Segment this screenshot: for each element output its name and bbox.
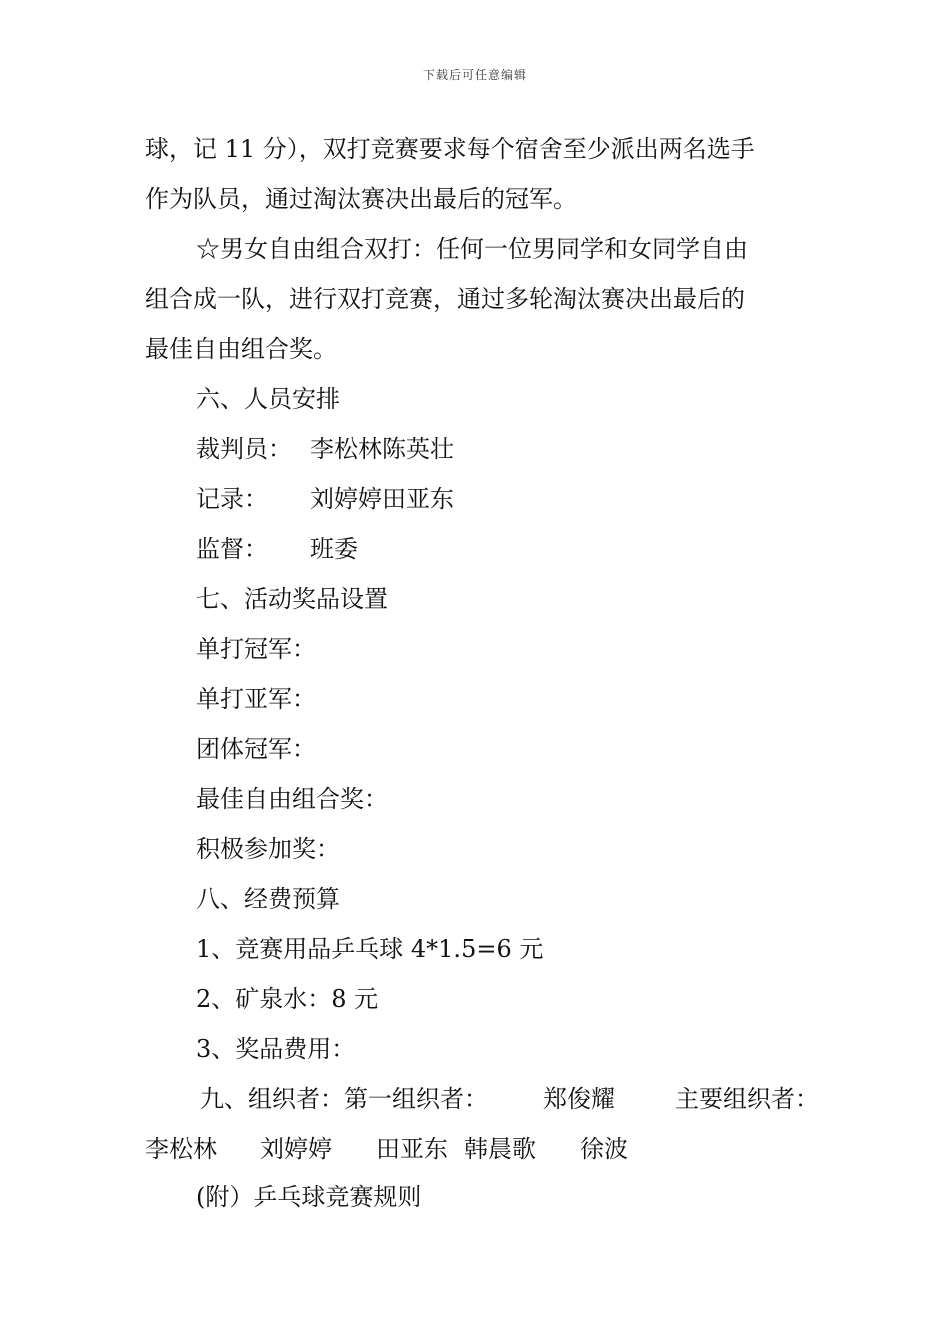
staff-label: 监督：	[196, 535, 268, 563]
organizer-names	[145, 1134, 628, 1164]
prize-item: 团体冠军：	[196, 735, 316, 763]
budget-item: 1、竞赛用品乒乓球 4*1.5=6 元	[196, 935, 544, 963]
budget-item: 2、矿泉水：8 元	[196, 985, 379, 1013]
staff-value: 刘婷婷田亚东	[310, 485, 454, 513]
staff-value: 李松林陈英壮	[310, 435, 454, 463]
staff-row-supervise	[196, 534, 358, 564]
organizer-name: 李松林	[145, 1135, 217, 1163]
main-organizer-label: 主要组织者：	[675, 1085, 819, 1113]
budget-item: 3、奖品费用：	[196, 1035, 356, 1063]
paragraph-line: 球，记 11 分），双打竞赛要求每个宿舍至少派出两名选手	[145, 135, 755, 163]
organizer-name: 韩晨歌	[464, 1135, 536, 1163]
prize-item: 单打冠军：	[196, 635, 316, 663]
organizer-name: 徐波	[580, 1135, 628, 1163]
organizer-line	[200, 1084, 819, 1114]
staff-row-record	[196, 484, 454, 514]
section-heading: 八、经费预算	[196, 885, 340, 913]
paragraph-line: 作为队员，通过淘汰赛决出最后的冠军。	[145, 185, 577, 213]
organizer-name: 刘婷婷	[260, 1135, 332, 1163]
appendix-line: (附）乒乓球竞赛规则	[196, 1183, 422, 1211]
staff-value: 班委	[310, 535, 358, 563]
paragraph-line: 组合成一队，进行双打竞赛，通过多轮淘汰赛决出最后的	[145, 285, 745, 313]
section-heading: 七、活动奖品设置	[196, 585, 388, 613]
prize-item: 最佳自由组合奖：	[196, 785, 388, 813]
paragraph-line: 最佳自由组合奖。	[145, 335, 337, 363]
first-organizer: 郑俊耀	[543, 1085, 615, 1113]
page-header: 下载后可任意编辑	[422, 68, 527, 82]
prize-item: 积极参加奖：	[196, 835, 340, 863]
staff-label: 裁判员：	[196, 435, 292, 463]
organizer-label: 九、组织者：第一组织者：	[200, 1085, 488, 1113]
organizer-name: 田亚东	[376, 1135, 448, 1163]
paragraph-line: ☆男女自由组合双打：任何一位男同学和女同学自由	[196, 235, 748, 263]
section-heading: 六、人员安排	[196, 385, 340, 413]
staff-row-referee	[196, 434, 454, 464]
prize-item: 单打亚军：	[196, 685, 316, 713]
staff-label: 记录：	[196, 485, 268, 513]
